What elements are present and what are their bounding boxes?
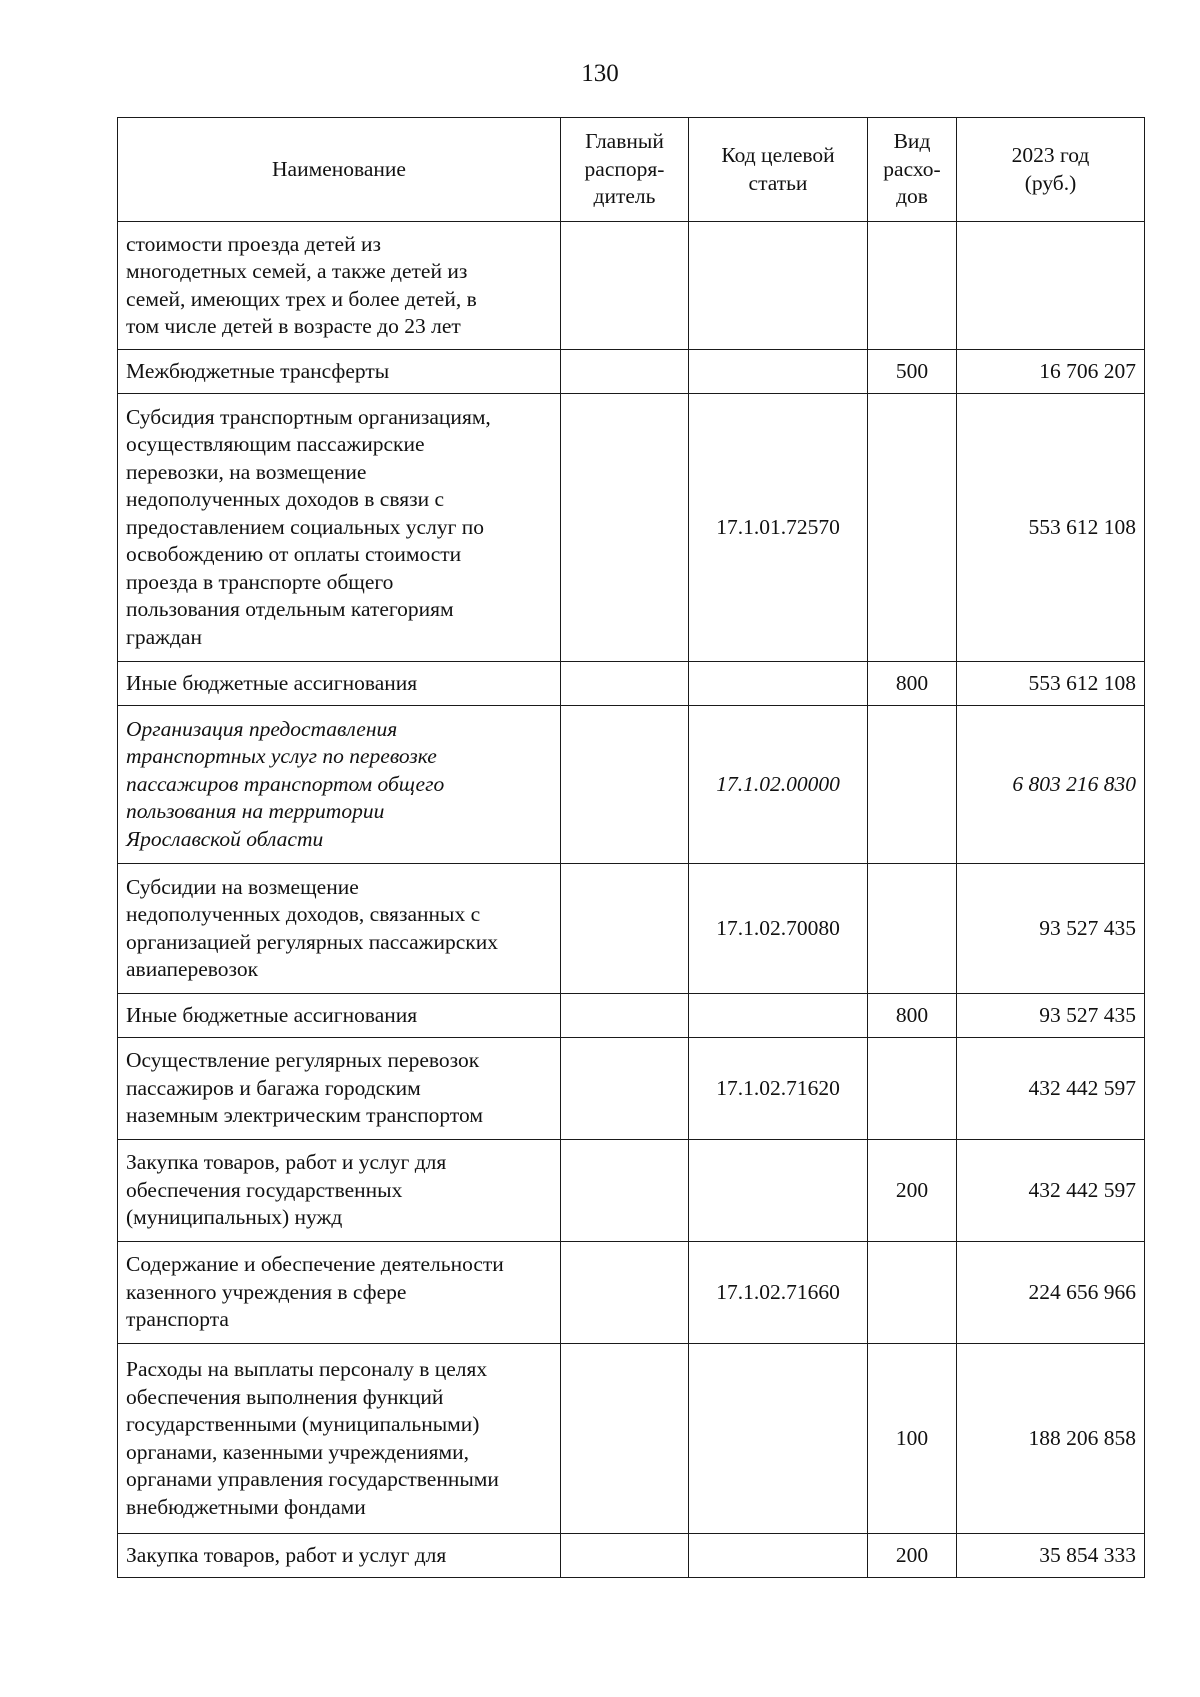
table-row bbox=[118, 394, 1145, 662]
row-admin-cell bbox=[561, 994, 689, 1038]
row-type-cell: 800 bbox=[868, 662, 957, 706]
row-type-cell: 500 bbox=[868, 350, 957, 394]
table-row bbox=[118, 1242, 1145, 1344]
row-admin-cell bbox=[561, 706, 689, 864]
row-code-cell bbox=[689, 994, 868, 1038]
table-header-row bbox=[118, 118, 1145, 222]
row-amount-cell: 432 442 597 bbox=[957, 1140, 1145, 1242]
table-row bbox=[118, 1534, 1145, 1578]
row-amount-cell: 188 206 858 bbox=[957, 1344, 1145, 1534]
row-type-cell: 200 bbox=[868, 1140, 957, 1242]
table-row bbox=[118, 350, 1145, 394]
row-type-cell bbox=[868, 1242, 957, 1344]
row-name-cell: Содержание и обеспечение деятельности казенного учреждения в сфере транспорта bbox=[118, 1242, 561, 1344]
row-name-cell: Осуществление регулярных перевозок пассажиров и багажа городским наземным электрическим транспортом bbox=[118, 1038, 561, 1140]
row-amount-cell: 432 442 597 bbox=[957, 1038, 1145, 1140]
row-amount-cell: 553 612 108 bbox=[957, 662, 1145, 706]
row-admin-cell bbox=[561, 1140, 689, 1242]
row-admin-cell bbox=[561, 394, 689, 662]
header-name: Наименование bbox=[118, 118, 561, 222]
row-code-cell bbox=[689, 662, 868, 706]
budget-table bbox=[117, 117, 1145, 1578]
row-name-cell: Межбюджетные трансферты bbox=[118, 350, 561, 394]
row-admin-cell bbox=[561, 1344, 689, 1534]
header-code: Код целевой статьи bbox=[689, 118, 868, 222]
row-code-cell: 17.1.02.00000 bbox=[689, 706, 868, 864]
row-code-cell bbox=[689, 350, 868, 394]
row-name-cell: стоимости проезда детей из многодетных семей, а также детей из семей, имеющих трех и более детей, в том числе детей в возрасте до 23 лет bbox=[118, 222, 561, 350]
row-code-cell bbox=[689, 222, 868, 350]
table-row bbox=[118, 706, 1145, 864]
row-amount-cell: 6 803 216 830 bbox=[957, 706, 1145, 864]
row-name-cell: Субсидии на возмещение недополученных доходов, связанных с организацией регулярных пассажирских авиаперевозок bbox=[118, 864, 561, 994]
row-type-cell: 200 bbox=[868, 1534, 957, 1578]
header-type: Вид расхо- дов bbox=[868, 118, 957, 222]
header-amount: 2023 год (руб.) bbox=[957, 118, 1145, 222]
page-number: 130 bbox=[581, 60, 619, 87]
row-amount-cell: 16 706 207 bbox=[957, 350, 1145, 394]
row-name-cell: Расходы на выплаты персоналу в целях обеспечения выполнения функций государственными (муниципальными) органами, казенными учреждениями, органами управления государственными внебюджетными фондами bbox=[118, 1344, 561, 1534]
header-admin: Главный распоря- дитель bbox=[561, 118, 689, 222]
row-type-cell bbox=[868, 1038, 957, 1140]
table-row bbox=[118, 222, 1145, 350]
row-amount-cell: 93 527 435 bbox=[957, 994, 1145, 1038]
row-name-cell: Закупка товаров, работ и услуг для обеспечения государственных (муниципальных) нужд bbox=[118, 1140, 561, 1242]
row-code-cell bbox=[689, 1344, 868, 1534]
row-name-cell: Иные бюджетные ассигнования bbox=[118, 994, 561, 1038]
row-admin-cell bbox=[561, 1242, 689, 1344]
row-type-cell: 100 bbox=[868, 1344, 957, 1534]
table-row bbox=[118, 662, 1145, 706]
row-name-cell: Организация предоставления транспортных услуг по перевозке пассажиров транспортом общего пользования на территории Ярославской области bbox=[118, 706, 561, 864]
row-admin-cell bbox=[561, 864, 689, 994]
table-row bbox=[118, 1038, 1145, 1140]
row-amount-cell: 553 612 108 bbox=[957, 394, 1145, 662]
row-name-cell: Закупка товаров, работ и услуг для bbox=[118, 1534, 561, 1578]
row-admin-cell bbox=[561, 1534, 689, 1578]
row-admin-cell bbox=[561, 222, 689, 350]
row-amount-cell: 93 527 435 bbox=[957, 864, 1145, 994]
row-type-cell bbox=[868, 222, 957, 350]
row-admin-cell bbox=[561, 662, 689, 706]
row-type-cell bbox=[868, 864, 957, 994]
table-row bbox=[118, 1140, 1145, 1242]
table-row bbox=[118, 1344, 1145, 1534]
row-type-cell: 800 bbox=[868, 994, 957, 1038]
row-code-cell: 17.1.02.70080 bbox=[689, 864, 868, 994]
row-code-cell: 17.1.02.71620 bbox=[689, 1038, 868, 1140]
row-amount-cell: 35 854 333 bbox=[957, 1534, 1145, 1578]
row-amount-cell: 224 656 966 bbox=[957, 1242, 1145, 1344]
table-row bbox=[118, 864, 1145, 994]
row-type-cell bbox=[868, 706, 957, 864]
row-admin-cell bbox=[561, 1038, 689, 1140]
row-code-cell: 17.1.02.71660 bbox=[689, 1242, 868, 1344]
table-row bbox=[118, 994, 1145, 1038]
row-name-cell: Субсидия транспортным организациям, осуществляющим пассажирские перевозки, на возмещение недополученных доходов в связи с предоставлением социальных услуг по освобождению от оплаты стоимости проезда в транспорте общего пользования отдельным категориям граждан bbox=[118, 394, 561, 662]
row-amount-cell bbox=[957, 222, 1145, 350]
row-code-cell bbox=[689, 1140, 868, 1242]
row-admin-cell bbox=[561, 350, 689, 394]
row-name-cell: Иные бюджетные ассигнования bbox=[118, 662, 561, 706]
row-code-cell: 17.1.01.72570 bbox=[689, 394, 868, 662]
row-type-cell bbox=[868, 394, 957, 662]
row-code-cell bbox=[689, 1534, 868, 1578]
